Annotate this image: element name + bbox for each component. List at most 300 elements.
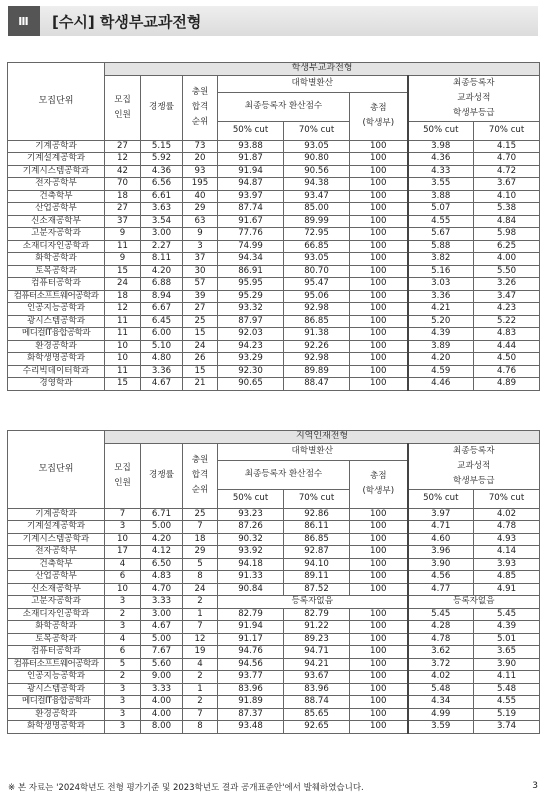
total-score: 100: [350, 353, 408, 366]
competition-rate: 2.27: [141, 240, 183, 253]
grade-70: 4.84: [474, 215, 540, 228]
grade-50: 4.36: [408, 153, 474, 166]
fill-rank: 24: [183, 583, 218, 596]
conv-score-70: 89.99: [284, 215, 350, 228]
total-score: 100: [350, 153, 408, 166]
total-score: 100: [350, 315, 408, 328]
total-score: 100: [350, 303, 408, 316]
grade-70: 4.70: [474, 153, 540, 166]
table-row: [8, 721, 540, 734]
total-score: 100: [350, 378, 408, 391]
competition-rate: 8.11: [141, 253, 183, 266]
unit-name: 메디컬IT융합공학과: [8, 696, 105, 709]
column-header-quota: [105, 443, 141, 508]
quota: 42: [105, 165, 141, 178]
unit-name: 기계시스템공학과: [8, 165, 105, 178]
conv-score-50: 93.32: [218, 303, 284, 316]
fill-rank: 7: [183, 521, 218, 534]
source-footnote: ※ 본 자료는 '2024학년도 전형 평가기준 및 2023학년도 결과 공개표준안'에서 발췌하였습니다.: [8, 783, 364, 793]
grade-70: 3.67: [474, 178, 540, 191]
table-row: [8, 365, 540, 378]
conv-score-70: 93.05: [284, 140, 350, 153]
column-header-cut70: 70% cut: [284, 121, 350, 140]
column-header-rank: [183, 75, 218, 140]
column-header-grade: [408, 75, 540, 121]
header-line: 총점: [369, 471, 387, 481]
quota: 18: [105, 290, 141, 303]
fill-rank: 73: [183, 140, 218, 153]
fill-rank: 2: [183, 696, 218, 709]
competition-rate: 5.00: [141, 521, 183, 534]
fill-rank: 18: [183, 533, 218, 546]
conv-score-50: 82.79: [218, 608, 284, 621]
conv-score-70: 66.85: [284, 240, 350, 253]
conv-score-70: 92.26: [284, 340, 350, 353]
section-title-row: [8, 63, 540, 76]
quota: 3: [105, 721, 141, 734]
fill-rank: 63: [183, 215, 218, 228]
fill-rank: 9: [183, 228, 218, 241]
header-line: 학생부등급: [453, 107, 495, 118]
header-line: 최종등록자: [453, 445, 495, 456]
unit-name: 신소재공학부: [8, 215, 105, 228]
conv-score-50: 94.76: [218, 646, 284, 659]
conv-score-50: 95.29: [218, 290, 284, 303]
unit-name: 전자공학부: [8, 178, 105, 191]
competition-rate: 7.67: [141, 646, 183, 659]
table-row: [8, 378, 540, 391]
unit-name: 고분자공학과: [8, 596, 105, 609]
conv-score-70: 86.85: [284, 315, 350, 328]
competition-rate: 3.54: [141, 215, 183, 228]
grade-50: 4.39: [408, 328, 474, 341]
quota: 6: [105, 571, 141, 584]
total-score: 100: [350, 696, 408, 709]
conv-score-50: 92.30: [218, 365, 284, 378]
grade-50: 4.21: [408, 303, 474, 316]
section-title-bar: [8, 6, 538, 36]
conv-score-70: 92.98: [284, 303, 350, 316]
conv-score-50: 90.32: [218, 533, 284, 546]
total-score: 100: [350, 633, 408, 646]
quota: 27: [105, 140, 141, 153]
quota: 10: [105, 340, 141, 353]
fill-rank: 24: [183, 340, 218, 353]
conv-score-50: 94.34: [218, 253, 284, 266]
total-score: 100: [350, 646, 408, 659]
unit-name: 화학공학과: [8, 621, 105, 634]
total-score: 100: [350, 328, 408, 341]
grade-70: 4.76: [474, 365, 540, 378]
grade-50: 3.98: [408, 140, 474, 153]
conv-score-50: 91.67: [218, 215, 284, 228]
total-score: 100: [350, 621, 408, 634]
table-row: [8, 521, 540, 534]
conv-score-70: 89.23: [284, 633, 350, 646]
grade-50: 5.07: [408, 203, 474, 216]
grade-70: 4.15: [474, 140, 540, 153]
total-score: 100: [350, 708, 408, 721]
conv-score-70: 95.47: [284, 278, 350, 291]
table-row: [8, 671, 540, 684]
grade-50: 4.56: [408, 571, 474, 584]
grade-50: 3.88: [408, 190, 474, 203]
conv-score-50: 77.76: [218, 228, 284, 241]
competition-rate: 4.70: [141, 583, 183, 596]
competition-rate: 4.67: [141, 378, 183, 391]
table-row: [8, 303, 540, 316]
total-score: 100: [350, 278, 408, 291]
grade-70: 4.10: [474, 190, 540, 203]
grade-50: 5.88: [408, 240, 474, 253]
table-row: [8, 571, 540, 584]
grade-50: 3.36: [408, 290, 474, 303]
conv-score-70: 93.05: [284, 253, 350, 266]
competition-rate: 4.00: [141, 708, 183, 721]
fill-rank: 15: [183, 328, 218, 341]
results-table-1: [7, 62, 540, 391]
total-score: 100: [350, 658, 408, 671]
grade-70: 4.23: [474, 303, 540, 316]
unit-name: 컴퓨터공학과: [8, 646, 105, 659]
quota: 3: [105, 683, 141, 696]
quota: 11: [105, 328, 141, 341]
grade-50: 3.82: [408, 253, 474, 266]
table-row: [8, 178, 540, 191]
grade-70: 3.74: [474, 721, 540, 734]
competition-rate: 3.63: [141, 203, 183, 216]
table-row: [8, 621, 540, 634]
column-header-conversion: 대학별환산: [218, 75, 408, 92]
grade-70: 5.98: [474, 228, 540, 241]
total-score: 100: [350, 215, 408, 228]
column-header-unit: 모집단위: [8, 63, 105, 141]
grade-70: 3.47: [474, 290, 540, 303]
total-score: 100: [350, 290, 408, 303]
conv-score-70: 92.98: [284, 353, 350, 366]
quota: 10: [105, 533, 141, 546]
conv-score-50: 90.84: [218, 583, 284, 596]
table-row: [8, 583, 540, 596]
conv-score-50: 94.23: [218, 340, 284, 353]
conv-score-70: 72.95: [284, 228, 350, 241]
grade-70: 5.38: [474, 203, 540, 216]
total-score: 100: [350, 508, 408, 521]
grade-70: 4.00: [474, 253, 540, 266]
grade-50: 3.90: [408, 558, 474, 571]
fill-rank: 4: [183, 658, 218, 671]
conv-score-70: 93.47: [284, 190, 350, 203]
table-row: [8, 353, 540, 366]
competition-rate: 6.61: [141, 190, 183, 203]
header-line: 학생부등급: [453, 475, 495, 486]
section-title: 지역인재전형: [105, 431, 540, 444]
unit-name: 소재디자인공학과: [8, 608, 105, 621]
unit-name: 인공지능공학과: [8, 671, 105, 684]
competition-rate: 3.33: [141, 683, 183, 696]
conv-score-70: 92.65: [284, 721, 350, 734]
conv-score-70: 94.38: [284, 178, 350, 191]
fill-rank: 40: [183, 190, 218, 203]
conv-score-70: 94.21: [284, 658, 350, 671]
table-row: [8, 558, 540, 571]
unit-name: 컴퓨터소프트웨어공학과: [8, 290, 105, 303]
conv-score-50: 95.95: [218, 278, 284, 291]
grade-70: 4.50: [474, 353, 540, 366]
quota: 4: [105, 558, 141, 571]
total-score: 100: [350, 533, 408, 546]
conv-score-70: 87.52: [284, 583, 350, 596]
quota: 10: [105, 353, 141, 366]
grade-70: 5.50: [474, 265, 540, 278]
conv-score-50: 87.74: [218, 203, 284, 216]
unit-name: 기계설계공학과: [8, 521, 105, 534]
conv-score-70: 82.79: [284, 608, 350, 621]
competition-rate: 6.45: [141, 315, 183, 328]
fill-rank: 8: [183, 571, 218, 584]
total-score: 100: [350, 365, 408, 378]
grade-70: 4.93: [474, 533, 540, 546]
conv-score-70: 94.10: [284, 558, 350, 571]
competition-rate: 3.00: [141, 608, 183, 621]
unit-name: 신소재공학부: [8, 583, 105, 596]
conv-score-70: 86.11: [284, 521, 350, 534]
conv-score-50: 86.91: [218, 265, 284, 278]
conv-score-50: 93.77: [218, 671, 284, 684]
fill-rank: 7: [183, 708, 218, 721]
unit-name: 소재디자인공학과: [8, 240, 105, 253]
quota: 5: [105, 658, 141, 671]
unit-name: 토목공학과: [8, 265, 105, 278]
fill-rank: 1: [183, 683, 218, 696]
conv-score-50: 90.65: [218, 378, 284, 391]
fill-rank: 2: [183, 671, 218, 684]
competition-rate: 4.20: [141, 533, 183, 546]
grade-50: 4.20: [408, 353, 474, 366]
column-header-grade-cut70: 70% cut: [474, 489, 540, 508]
column-header-grade-cut50: 50% cut: [408, 489, 474, 508]
unit-name: 고분자공학과: [8, 228, 105, 241]
unit-name: 건축학부: [8, 190, 105, 203]
grade-50: 4.60: [408, 533, 474, 546]
competition-rate: 5.10: [141, 340, 183, 353]
table-row: [8, 240, 540, 253]
competition-rate: 6.67: [141, 303, 183, 316]
competition-rate: 4.36: [141, 165, 183, 178]
grade-50: 5.45: [408, 608, 474, 621]
column-header-conv-score: 최종등록자 환산점수: [218, 92, 350, 121]
fill-rank: 27: [183, 303, 218, 316]
conv-score-50: 91.17: [218, 633, 284, 646]
quota: 37: [105, 215, 141, 228]
competition-rate: 8.94: [141, 290, 183, 303]
column-header-total: [350, 92, 408, 140]
grade-70: 4.91: [474, 583, 540, 596]
table-row: [8, 546, 540, 559]
table-row: [8, 328, 540, 341]
total-score: 100: [350, 571, 408, 584]
quota: 12: [105, 153, 141, 166]
header-line: 충원: [191, 87, 209, 97]
conv-score-50: 92.03: [218, 328, 284, 341]
column-header-competition: 경쟁률: [141, 443, 183, 508]
competition-rate: 8.00: [141, 721, 183, 734]
grade-70: 3.26: [474, 278, 540, 291]
unit-name: 컴퓨터소프트웨어공학과: [8, 658, 105, 671]
total-score: 100: [350, 190, 408, 203]
quota: 18: [105, 190, 141, 203]
grade-70: 4.72: [474, 165, 540, 178]
unit-name: 기계공학과: [8, 140, 105, 153]
quota: 3: [105, 696, 141, 709]
grade-70: 4.44: [474, 340, 540, 353]
quota: 15: [105, 378, 141, 391]
table-row: [8, 658, 540, 671]
conv-score-50: 91.87: [218, 153, 284, 166]
total-score: 100: [350, 340, 408, 353]
competition-rate: 5.00: [141, 633, 183, 646]
header-line: 교과성적: [457, 92, 491, 103]
fill-rank: 26: [183, 353, 218, 366]
conv-score-70: 86.85: [284, 533, 350, 546]
quota: 17: [105, 546, 141, 559]
header-line: 순위: [191, 485, 209, 495]
grade-50: 5.48: [408, 683, 474, 696]
quota: 9: [105, 253, 141, 266]
competition-rate: 4.80: [141, 353, 183, 366]
no-registrant-cell: 등록자없음: [218, 596, 408, 609]
grade-70: 4.78: [474, 521, 540, 534]
unit-name: 화학생명공학과: [8, 721, 105, 734]
page-number: 3: [532, 781, 538, 791]
quota: 3: [105, 621, 141, 634]
competition-rate: 6.56: [141, 178, 183, 191]
fill-rank: 25: [183, 508, 218, 521]
section-title-row: [8, 431, 540, 444]
table-row: [8, 153, 540, 166]
grade-50: 4.71: [408, 521, 474, 534]
grade-70: 5.22: [474, 315, 540, 328]
unit-name: 광시스템공학과: [8, 315, 105, 328]
grade-50: 4.02: [408, 671, 474, 684]
conv-score-50: 91.94: [218, 165, 284, 178]
fill-rank: 20: [183, 153, 218, 166]
conv-score-70: 88.74: [284, 696, 350, 709]
grade-70: 5.45: [474, 608, 540, 621]
grade-50: 4.34: [408, 696, 474, 709]
conv-score-50: 74.99: [218, 240, 284, 253]
conv-score-70: 90.80: [284, 153, 350, 166]
quota: 70: [105, 178, 141, 191]
unit-name: 인공지능공학과: [8, 303, 105, 316]
table-row: [8, 140, 540, 153]
competition-rate: 3.36: [141, 365, 183, 378]
grade-50: 3.62: [408, 646, 474, 659]
competition-rate: 3.00: [141, 228, 183, 241]
no-registrant-cell: 등록자없음: [408, 596, 540, 609]
competition-rate: 3.33: [141, 596, 183, 609]
table-row: [8, 215, 540, 228]
table-row: [8, 228, 540, 241]
table-row: [8, 608, 540, 621]
conv-score-70: 92.86: [284, 508, 350, 521]
quota: 3: [105, 596, 141, 609]
total-score: 100: [350, 608, 408, 621]
competition-rate: 5.60: [141, 658, 183, 671]
conv-score-70: 85.65: [284, 708, 350, 721]
conv-score-50: 91.89: [218, 696, 284, 709]
results-table-2: [7, 430, 540, 734]
grade-70: 4.11: [474, 671, 540, 684]
total-score: 100: [350, 671, 408, 684]
quota: 6: [105, 646, 141, 659]
table-row: [8, 265, 540, 278]
competition-rate: 6.50: [141, 558, 183, 571]
total-score: 100: [350, 521, 408, 534]
table-row: [8, 278, 540, 291]
table-row: [8, 696, 540, 709]
quota: 11: [105, 365, 141, 378]
quota: 10: [105, 583, 141, 596]
quota: 3: [105, 521, 141, 534]
column-header-cut70: 70% cut: [284, 489, 350, 508]
table-row: [8, 533, 540, 546]
conv-score-50: 83.96: [218, 683, 284, 696]
fill-rank: 1: [183, 608, 218, 621]
grade-70: 4.89: [474, 378, 540, 391]
conv-score-50: 87.97: [218, 315, 284, 328]
header-line: 모집: [114, 94, 131, 105]
grade-70: 4.02: [474, 508, 540, 521]
fill-rank: 19: [183, 646, 218, 659]
competition-rate: 4.20: [141, 265, 183, 278]
fill-rank: 37: [183, 253, 218, 266]
table-row: [8, 253, 540, 266]
quota: 11: [105, 240, 141, 253]
grade-70: 5.01: [474, 633, 540, 646]
unit-name: 토목공학과: [8, 633, 105, 646]
quota: 4: [105, 633, 141, 646]
conv-score-50: 91.94: [218, 621, 284, 634]
grade-50: 3.03: [408, 278, 474, 291]
conv-score-70: 92.87: [284, 546, 350, 559]
header-line: (학생부): [362, 486, 395, 496]
quota: 9: [105, 228, 141, 241]
grade-70: 4.14: [474, 546, 540, 559]
total-score: 100: [350, 240, 408, 253]
unit-name: 기계시스템공학과: [8, 533, 105, 546]
unit-name: 기계공학과: [8, 508, 105, 521]
conv-score-70: 80.70: [284, 265, 350, 278]
unit-name: 기계설계공학과: [8, 153, 105, 166]
fill-rank: 15: [183, 365, 218, 378]
grade-50: 5.67: [408, 228, 474, 241]
fill-rank: 3: [183, 240, 218, 253]
quota: 24: [105, 278, 141, 291]
competition-rate: 6.00: [141, 328, 183, 341]
table-row: [8, 683, 540, 696]
competition-rate: 5.15: [141, 140, 183, 153]
header-line: 인원: [114, 109, 131, 120]
column-header-total: [350, 460, 408, 508]
table-row: [8, 190, 540, 203]
quota: 2: [105, 671, 141, 684]
unit-name: 수리빅데이터학과: [8, 365, 105, 378]
grade-50: 4.78: [408, 633, 474, 646]
conv-score-50: 93.23: [218, 508, 284, 521]
grade-50: 3.72: [408, 658, 474, 671]
table-row: [8, 290, 540, 303]
